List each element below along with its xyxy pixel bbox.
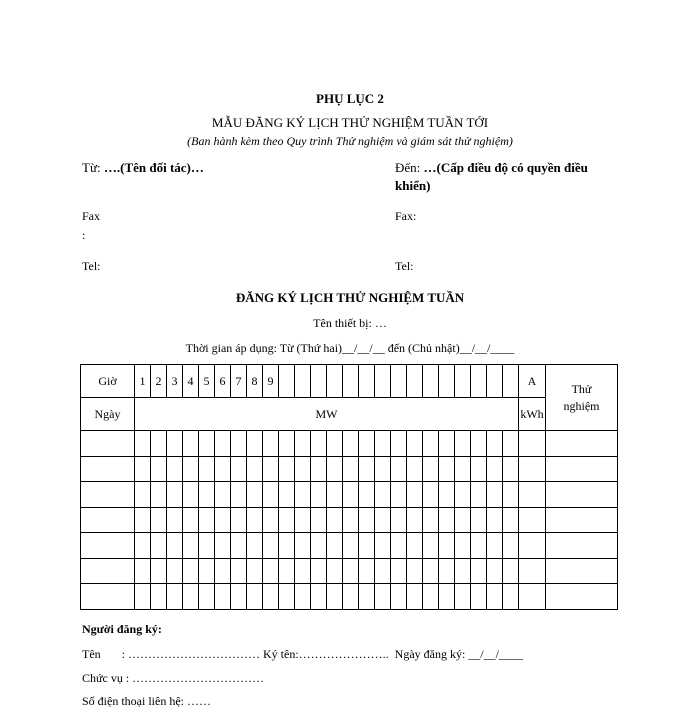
table-cell[interactable] xyxy=(247,431,263,457)
hour-cell xyxy=(359,365,375,398)
table-cell[interactable] xyxy=(151,558,167,584)
table-cell[interactable] xyxy=(311,482,327,508)
table-cell[interactable] xyxy=(327,431,343,457)
test-label-line1: Thử xyxy=(571,381,592,396)
table-cell[interactable] xyxy=(546,533,618,559)
hour-cell: 7 xyxy=(231,365,247,398)
hour-cell: 6 xyxy=(215,365,231,398)
hour-cell xyxy=(343,365,359,398)
table-cell[interactable] xyxy=(199,558,215,584)
hour-cell xyxy=(295,365,311,398)
table-cell[interactable] xyxy=(423,533,439,559)
table-cell[interactable] xyxy=(135,431,151,457)
from-line xyxy=(82,160,204,175)
table-cell[interactable] xyxy=(359,507,375,533)
table-cell[interactable] xyxy=(199,533,215,559)
table-cell[interactable] xyxy=(519,482,546,508)
table-cell[interactable] xyxy=(359,431,375,457)
table-cell[interactable] xyxy=(215,507,231,533)
table-cell[interactable] xyxy=(359,456,375,482)
table-cell[interactable] xyxy=(263,533,279,559)
table-cell[interactable] xyxy=(183,456,199,482)
table-cell[interactable] xyxy=(231,456,247,482)
table-cell[interactable] xyxy=(215,431,231,457)
table-cell[interactable] xyxy=(519,584,546,610)
from-value: ….(Tên đối tác)… xyxy=(103,160,204,175)
table-cell[interactable] xyxy=(135,558,151,584)
table-cell[interactable] xyxy=(311,533,327,559)
table-cell[interactable] xyxy=(471,533,487,559)
hour-cell xyxy=(327,365,343,398)
table-cell[interactable] xyxy=(135,507,151,533)
table-cell[interactable] xyxy=(263,584,279,610)
table-cell[interactable] xyxy=(487,507,503,533)
table-cell[interactable] xyxy=(199,584,215,610)
table-cell[interactable] xyxy=(407,558,423,584)
tel-right-label: Tel: xyxy=(395,259,414,273)
table-cell[interactable] xyxy=(391,507,407,533)
a-label: A xyxy=(519,365,546,398)
table-cell[interactable] xyxy=(247,584,263,610)
table-cell[interactable] xyxy=(199,431,215,457)
table-cell[interactable] xyxy=(279,482,295,508)
table-cell[interactable] xyxy=(546,558,618,584)
table-cell[interactable] xyxy=(343,584,359,610)
table-cell[interactable] xyxy=(455,482,471,508)
table-cell[interactable] xyxy=(375,584,391,610)
table-cell[interactable] xyxy=(546,456,618,482)
table-cell[interactable] xyxy=(295,482,311,508)
table-cell[interactable] xyxy=(391,482,407,508)
table-row xyxy=(81,584,618,610)
hour-cell xyxy=(279,365,295,398)
day-label: Ngày xyxy=(81,398,135,431)
table-cell[interactable] xyxy=(231,482,247,508)
hour-cell: 8 xyxy=(247,365,263,398)
table-cell[interactable] xyxy=(423,584,439,610)
table-cell[interactable] xyxy=(295,533,311,559)
table-cell[interactable] xyxy=(247,558,263,584)
table-cell[interactable] xyxy=(167,431,183,457)
table-cell[interactable] xyxy=(375,482,391,508)
table-cell[interactable] xyxy=(487,558,503,584)
table-cell[interactable] xyxy=(81,431,135,457)
table-cell[interactable] xyxy=(487,482,503,508)
table-row xyxy=(81,482,618,508)
table-cell[interactable] xyxy=(311,558,327,584)
table-cell[interactable] xyxy=(455,456,471,482)
table-cell[interactable] xyxy=(546,431,618,457)
table-cell[interactable] xyxy=(487,584,503,610)
table-cell[interactable] xyxy=(231,507,247,533)
appendix-heading: PHỤ LỤC 2 xyxy=(316,91,384,106)
hour-cell xyxy=(439,365,455,398)
fax-right-label: Fax: xyxy=(395,209,417,223)
table-cell[interactable] xyxy=(423,482,439,508)
table-cell[interactable] xyxy=(279,533,295,559)
registrant-phone-line: Số điện thoại liên hệ: …… xyxy=(82,694,211,708)
table-cell[interactable] xyxy=(295,456,311,482)
table-cell[interactable] xyxy=(519,507,546,533)
kwh-label: kWh xyxy=(519,398,546,431)
table-cell[interactable] xyxy=(81,558,135,584)
table-cell[interactable] xyxy=(359,533,375,559)
hour-cell xyxy=(311,365,327,398)
table-cell[interactable] xyxy=(343,533,359,559)
table-cell[interactable] xyxy=(151,533,167,559)
table-cell[interactable] xyxy=(391,558,407,584)
table-cell[interactable] xyxy=(167,533,183,559)
table-cell[interactable] xyxy=(81,482,135,508)
table-cell[interactable] xyxy=(295,584,311,610)
table-cell[interactable] xyxy=(215,558,231,584)
table-cell[interactable] xyxy=(391,431,407,457)
table-cell[interactable] xyxy=(391,533,407,559)
table-cell[interactable] xyxy=(439,584,455,610)
table-cell[interactable] xyxy=(455,558,471,584)
to-value-cont: khiển) xyxy=(395,178,431,193)
table-row xyxy=(81,431,618,457)
table-cell[interactable] xyxy=(295,507,311,533)
table-cell[interactable] xyxy=(455,431,471,457)
table-cell[interactable] xyxy=(279,558,295,584)
table-cell[interactable] xyxy=(135,584,151,610)
section-title: ĐĂNG KÝ LỊCH THỬ NGHIỆM TUẦN xyxy=(235,290,465,305)
table-cell[interactable] xyxy=(311,456,327,482)
table-cell[interactable] xyxy=(407,507,423,533)
table-header-hours xyxy=(81,365,618,398)
table-cell[interactable] xyxy=(519,533,546,559)
table-cell[interactable] xyxy=(503,533,519,559)
registrant-name-line: Tên : …………………………… Ký tên:………………….. Ngày đăng ký: __/__/____ xyxy=(82,647,523,661)
table-cell[interactable] xyxy=(546,507,618,533)
table-cell[interactable] xyxy=(423,558,439,584)
table-cell[interactable] xyxy=(439,558,455,584)
table-cell[interactable] xyxy=(359,584,375,610)
table-cell[interactable] xyxy=(519,456,546,482)
table-cell[interactable] xyxy=(81,456,135,482)
table-cell[interactable] xyxy=(423,456,439,482)
form-subtitle: (Ban hành kèm theo Quy trình Thử nghiệm và giám sát thử nghiệm) xyxy=(187,134,513,148)
table-cell[interactable] xyxy=(343,431,359,457)
hour-cell xyxy=(407,365,423,398)
table-cell[interactable] xyxy=(471,584,487,610)
hour-cell xyxy=(423,365,439,398)
table-cell[interactable] xyxy=(407,482,423,508)
table-cell[interactable] xyxy=(151,431,167,457)
table-cell[interactable] xyxy=(215,456,231,482)
table-cell[interactable] xyxy=(215,533,231,559)
hour-cell: 3 xyxy=(167,365,183,398)
fax-left-label: Fax xyxy=(82,209,100,223)
table-cell[interactable] xyxy=(503,507,519,533)
table-cell[interactable] xyxy=(423,431,439,457)
table-cell[interactable] xyxy=(327,507,343,533)
tel-left-label: Tel: xyxy=(82,259,101,273)
table-cell[interactable] xyxy=(81,584,135,610)
table-cell[interactable] xyxy=(455,533,471,559)
table-cell[interactable] xyxy=(327,558,343,584)
table-header-units xyxy=(81,398,618,431)
table-cell[interactable] xyxy=(247,456,263,482)
table-cell[interactable] xyxy=(167,584,183,610)
hour-cell xyxy=(391,365,407,398)
table-cell[interactable] xyxy=(439,431,455,457)
test-label xyxy=(546,365,618,431)
table-cell[interactable] xyxy=(503,584,519,610)
table-cell[interactable] xyxy=(231,431,247,457)
table-cell[interactable] xyxy=(183,584,199,610)
table-row xyxy=(81,456,618,482)
table-cell[interactable] xyxy=(183,507,199,533)
table-cell[interactable] xyxy=(343,558,359,584)
table-cell[interactable] xyxy=(199,507,215,533)
hour-cell: 9 xyxy=(263,365,279,398)
table-cell[interactable] xyxy=(151,584,167,610)
table-cell[interactable] xyxy=(343,456,359,482)
registrant-label: Người đăng ký: xyxy=(82,622,162,636)
table-cell[interactable] xyxy=(151,507,167,533)
hour-label: Giờ xyxy=(81,365,135,398)
table-cell[interactable] xyxy=(215,482,231,508)
table-cell[interactable] xyxy=(135,482,151,508)
table-cell[interactable] xyxy=(183,431,199,457)
table-cell[interactable] xyxy=(263,431,279,457)
table-cell[interactable] xyxy=(391,456,407,482)
table-cell[interactable] xyxy=(519,431,546,457)
table-cell[interactable] xyxy=(215,584,231,610)
table-cell[interactable] xyxy=(487,431,503,457)
table-cell[interactable] xyxy=(407,431,423,457)
table-cell[interactable] xyxy=(471,456,487,482)
table-cell[interactable] xyxy=(279,507,295,533)
table-cell[interactable] xyxy=(546,482,618,508)
table-cell[interactable] xyxy=(183,533,199,559)
table-cell[interactable] xyxy=(231,533,247,559)
hour-cell xyxy=(471,365,487,398)
table-cell[interactable] xyxy=(471,482,487,508)
table-cell[interactable] xyxy=(439,507,455,533)
hour-cell: 2 xyxy=(151,365,167,398)
table-cell[interactable] xyxy=(359,558,375,584)
table-cell[interactable] xyxy=(375,431,391,457)
table-cell[interactable] xyxy=(327,456,343,482)
hour-cell xyxy=(487,365,503,398)
table-cell[interactable] xyxy=(167,456,183,482)
hour-cell xyxy=(455,365,471,398)
to-label: Đến: xyxy=(395,160,421,175)
hour-cell: 1 xyxy=(135,365,151,398)
table-cell[interactable] xyxy=(183,482,199,508)
fax-left-colon: : xyxy=(82,228,86,242)
table-cell[interactable] xyxy=(279,431,295,457)
table-cell[interactable] xyxy=(263,456,279,482)
table-cell[interactable] xyxy=(423,507,439,533)
test-label-line2: nghiệm xyxy=(563,398,600,413)
hour-cell xyxy=(375,365,391,398)
table-cell[interactable] xyxy=(343,482,359,508)
table-cell[interactable] xyxy=(199,456,215,482)
table-cell[interactable] xyxy=(311,584,327,610)
hour-cell xyxy=(503,365,519,398)
table-row xyxy=(81,558,618,584)
table-cell[interactable] xyxy=(375,456,391,482)
table-cell[interactable] xyxy=(487,456,503,482)
table-cell[interactable] xyxy=(327,533,343,559)
table-cell[interactable] xyxy=(503,482,519,508)
table-cell[interactable] xyxy=(199,482,215,508)
mw-label: MW xyxy=(135,398,519,431)
table-cell[interactable] xyxy=(407,456,423,482)
table-cell[interactable] xyxy=(391,584,407,610)
table-cell[interactable] xyxy=(311,507,327,533)
table-cell[interactable] xyxy=(503,431,519,457)
table-cell[interactable] xyxy=(295,558,311,584)
to-line xyxy=(395,160,610,175)
table-cell[interactable] xyxy=(439,482,455,508)
form-title: MẪU ĐĂNG KÝ LỊCH THỬ NGHIỆM TUẦN TỚI xyxy=(211,115,489,130)
table-cell[interactable] xyxy=(263,558,279,584)
table-cell[interactable] xyxy=(183,558,199,584)
table-cell[interactable] xyxy=(247,507,263,533)
table-cell[interactable] xyxy=(471,558,487,584)
table-cell[interactable] xyxy=(135,456,151,482)
table-cell[interactable] xyxy=(407,584,423,610)
table-cell[interactable] xyxy=(167,558,183,584)
table-cell[interactable] xyxy=(471,507,487,533)
from-label: Từ: xyxy=(82,160,101,175)
hour-cell: 4 xyxy=(183,365,199,398)
table-cell[interactable] xyxy=(263,482,279,508)
table-cell[interactable] xyxy=(375,558,391,584)
table-cell[interactable] xyxy=(247,533,263,559)
table-cell[interactable] xyxy=(279,456,295,482)
table-cell[interactable] xyxy=(279,584,295,610)
table-cell[interactable] xyxy=(503,558,519,584)
table-cell[interactable] xyxy=(487,533,503,559)
table-row xyxy=(81,533,618,559)
table-row xyxy=(81,507,618,533)
table-cell[interactable] xyxy=(439,533,455,559)
table-cell[interactable] xyxy=(343,507,359,533)
table-cell[interactable] xyxy=(151,456,167,482)
device-name: Tên thiết bị: … xyxy=(313,316,387,330)
table-cell[interactable] xyxy=(151,482,167,508)
table-cell[interactable] xyxy=(359,482,375,508)
table-cell[interactable] xyxy=(471,431,487,457)
table-cell[interactable] xyxy=(407,533,423,559)
table-cell[interactable] xyxy=(247,482,263,508)
table-cell[interactable] xyxy=(81,507,135,533)
table-cell[interactable] xyxy=(327,584,343,610)
table-cell[interactable] xyxy=(375,533,391,559)
table-cell[interactable] xyxy=(167,507,183,533)
table-cell[interactable] xyxy=(439,456,455,482)
table-cell[interactable] xyxy=(327,482,343,508)
table-cell[interactable] xyxy=(455,507,471,533)
to-value: …(Cấp điều độ có quyền điều xyxy=(420,160,588,175)
hour-cell: 5 xyxy=(199,365,215,398)
table-cell[interactable] xyxy=(295,431,311,457)
table-cell[interactable] xyxy=(135,533,151,559)
schedule-table xyxy=(80,364,618,610)
table-cell[interactable] xyxy=(231,584,247,610)
table-cell[interactable] xyxy=(81,533,135,559)
table-cell[interactable] xyxy=(311,431,327,457)
application-period: Thời gian áp dụng: Từ (Thứ hai)__/__/__ đến (Chủ nhật)__/__/____ xyxy=(185,341,515,355)
table-cell[interactable] xyxy=(519,558,546,584)
registrant-position-line: Chức vụ : …………………………… xyxy=(82,671,265,685)
table-cell[interactable] xyxy=(503,456,519,482)
table-cell[interactable] xyxy=(263,507,279,533)
table-cell[interactable] xyxy=(455,584,471,610)
table-cell[interactable] xyxy=(375,507,391,533)
table-cell[interactable] xyxy=(231,558,247,584)
table-cell[interactable] xyxy=(167,482,183,508)
table-cell[interactable] xyxy=(546,584,618,610)
